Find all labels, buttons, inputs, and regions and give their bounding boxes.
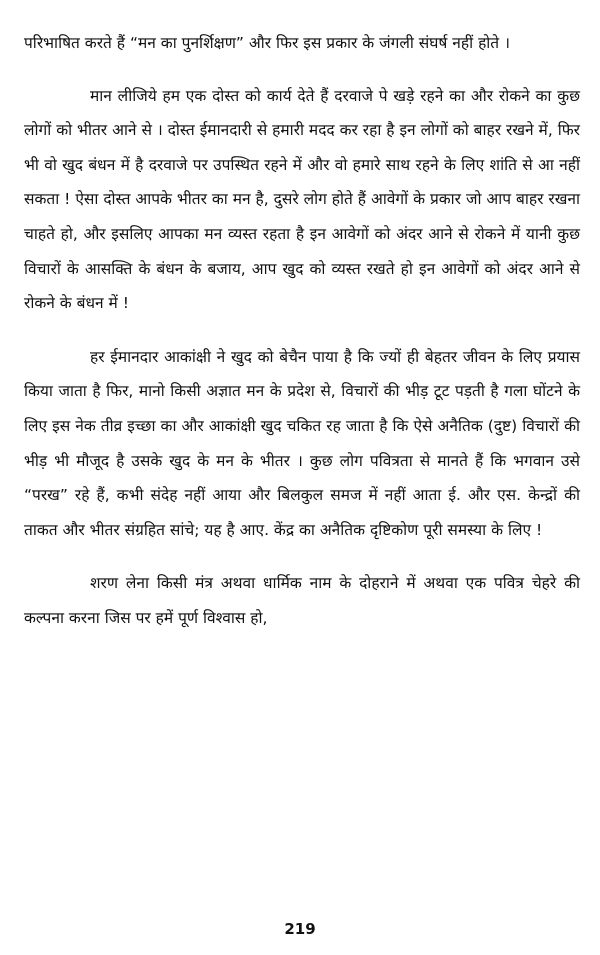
paragraph-aspirant: हर ईमानदार आकांक्षी ने खुद को बेचैन पाया है कि ज्यों ही बेहतर जीवन के लिए प्रयास किया जाता है फिर, मानो किसी अज्ञात मन के प्रदेश से, विचारों की भीड़ टूट पड़ती है गला घोंटने के लिए इस नेक तीव्र इच्छा का और आकांक्षी खुद चकित रह जाता है कि ऐसे अनैतिक (दुष्ट) विचारों की भीड़ भी मौजूद है उसके खुद के मन के भीतर । कुछ लोग पवित्रता से मानते हैं कि भगवान उसे “परख” रहे हैं, कभी संदेह नहीं आया और बिलकुल समज में नहीं आता ई. और एस. केन्द्रों की ताकत और भीतर संग्रहित सांचे; यह है आए. केंद्र का अनैतिक दृष्टिकोण पूरी समस्या के लिए ! (24, 347, 580, 539)
paragraph-refuge: शरण लेना किसी मंत्र अथवा धार्मिक नाम के दोहराने में अथवा एक पवित्र चेहरे की कल्पना करना जिस पर हमें पूर्ण विश्वास हो, (24, 574, 580, 627)
page-number: 219 (284, 920, 316, 938)
paragraph-continuation: परिभाषित करते हैं “मन का पुनर्शिक्षण” और फिर इस प्रकार के जंगली संघर्ष नहीं होते । (24, 34, 510, 52)
paragraph-friend-analogy: मान लीजिये हम एक दोस्त को कार्य देते हैं दरवाजे पे खड़े रहने का और रोकने का कुछ लोगों को भीतर आने से । दोस्त ईमानदारी से हमारी मदद कर रहा है इन लोगों को बाहर रखने में, फिर भी वो खुद बंधन में है दरवाजे पर उपस्थित रहने में और वो हमारे साथ रहने के लिए शांति से आ नहीं सकता ! ऐसा दोस्त आपके भीतर का मन है, दुसरे लोग होते हैं आवेगों के प्रकार जो आप बाहर रखना चाहते हो, और इसलिए आपका मन व्यस्त रहता है इन आवेगों को अंदर आने से रोकने में यानी कुछ विचारों के आसक्ति के बंधन के बजाय, आप खुद को व्यस्त रखते हो इन आवेगों को अंदर आने से रोकने के बंधन में ! (24, 86, 580, 313)
